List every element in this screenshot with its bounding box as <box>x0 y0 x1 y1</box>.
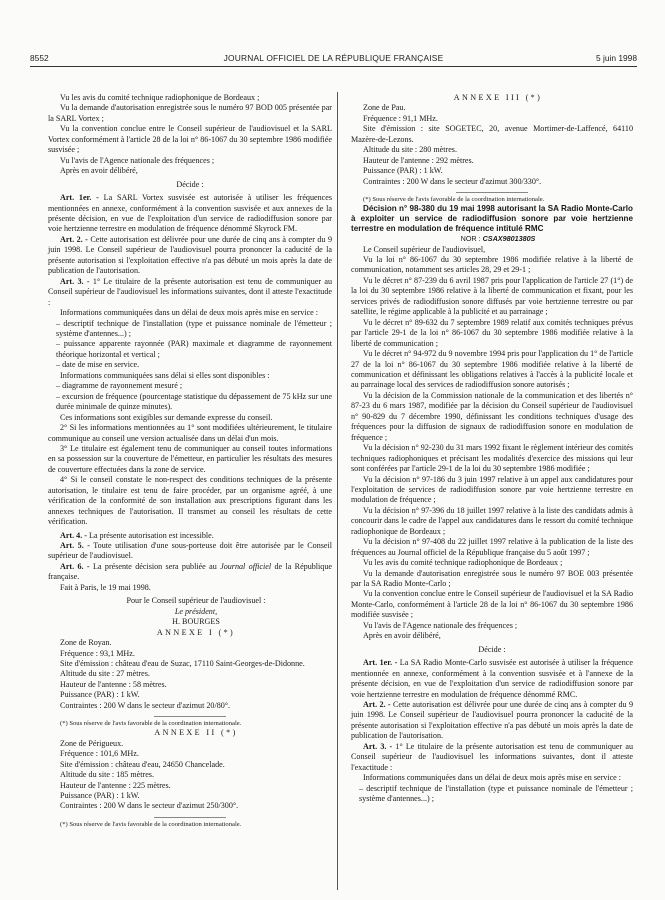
list-item: – diagramme de rayonnement mesuré ; <box>56 381 183 391</box>
issue-date: 5 juin 1998 <box>596 53 637 63</box>
list-item: – descriptif technique de l'installation (type et puissance nominale de l'émetteur ; système d'antennes...) ; <box>56 318 332 338</box>
article-text: de la République française. <box>48 561 332 582</box>
article-6 <box>48 562 332 583</box>
page-header <box>30 53 637 67</box>
visa-line: Vu la convention conclue entre le Conseil supérieur de l'audiovisuel et la SA Radio Monte-Carlo, conformément à l'article 28 de la loi n° 86-1067 du 30 septembre 1986 modifiée susvisée ; <box>351 589 633 620</box>
article-label: Art. 5. - <box>60 541 90 551</box>
article-1 <box>351 658 633 700</box>
article-2 <box>351 700 633 742</box>
visa-line: Vu la décision n° 97-408 du 22 juillet 1997 relative à la publication de la liste des fréquences au Journal officiel de la République française du 5 août 1997 ; <box>351 537 633 557</box>
header-rule <box>30 66 637 67</box>
article-text: La SARL Vortex susvisée est autorisée à utiliser les fréquences mentionnées en annexe, conformément à la convention susvisée et aux annexes de la présente décision, en vue de l'exploitation d'un service de radiodiffusion sonore par voie hertzienne terrestre en modulation de fréquence dénommé Skyrock FM. <box>48 193 332 234</box>
decision-title: Décision n° 98-380 du 19 mai 1998 autorisant la SA Radio Monte-Carlo à exploiter un service de radiodiffusion sonore par voie hertzienne terrestre en modulation de fréquence intitulé RMC <box>351 204 633 234</box>
nor-reference <box>351 234 633 244</box>
annex-line: Zone de Périgueux. <box>60 738 124 748</box>
left-column <box>48 93 332 829</box>
paragraph: Informations communiquées dans un délai de deux mois après mise en service : <box>60 308 319 318</box>
article-4 <box>48 531 332 541</box>
annex-line: Altitude du site : 27 mètres. <box>60 669 150 679</box>
visa-line: Après en avoir délibéré, <box>363 631 441 641</box>
paragraph: 4° Si le conseil constate le non-respect des conditions techniques de la présente autorisation, le titulaire est tenu de faire procéder, par un organisme agréé, à une vérification de la conformité de son installation aux prescriptions figurant dans les annexes techniques de l'autorisation. Il transmet au conseil les résultats de cette vérification. <box>48 475 332 527</box>
decide-heading: Décide : <box>176 179 204 189</box>
annex-line: Contraintes : 200 W dans le secteur d'azimut 250/300°. <box>60 801 239 811</box>
visa-line: Vu la convention conclue entre le Conseil supérieur de l'audiovisuel et la SARL Vortex conformément à l'article 28 de la loi n° 86-1067 du 30 septembre 1986 modifiée susvisée ; <box>48 124 332 155</box>
list-item: – puissance apparente rayonnée (PAR) maximale et diagramme de rayonnement théorique horizontal et vertical ; <box>56 339 332 359</box>
visa-line: Vu la décision n° 92-230 du 31 mars 1992 fixant le règlement intérieur des comités techniques radiophoniques et précisant les modalités d'exercice des missions qui leur sont conférées par l'article 29-1 de la loi du 30 septembre 1986 modifiée ; <box>351 443 633 474</box>
annex-line: Hauteur de l'antenne : 58 mètres. <box>60 679 167 689</box>
article-1 <box>48 193 332 235</box>
paragraph: 2° Si les informations mentionnées au 1° sont modifiées ultérieurement, le titulaire communique au conseil une version actualisée dans un délai d'un mois. <box>48 423 332 443</box>
article-text: La SA Radio Monte-Carlo susvisée est autorisée à utiliser la fréquence mentionnée en annexe, conformément à la convention susvisée et à l'annexe de la présente décision, en vue de l'exploitation d'un service de radiodiffusion sonore par voie hertzienne terrestre en modulation de fréquence dénommé RMC. <box>351 658 633 699</box>
journal-title: JOURNAL OFFICIEL DE LA RÉPUBLIQUE FRANÇAISE <box>223 53 444 63</box>
visa-line: Vu la décision n° 97-396 du 18 juillet 1997 relative à la liste des candidats admis à concourir dans le cadre de l'appel aux candidatures dans le ressort du comité technique radiophonique de Bordeaux ; <box>351 505 633 536</box>
annex-line: Zone de Royan. <box>60 638 112 648</box>
visa-line: Vu la loi n° 86-1067 du 30 septembre 1986 modifiée relative à la liberté de communication, notamment ses articles 28, 29 et 29-1 ; <box>351 254 633 275</box>
article-label: Art. 2. - <box>60 234 88 244</box>
article-label: Art. 3. - <box>363 741 393 751</box>
annex-title: ANNEXE I (*) <box>156 627 236 637</box>
list-item: – date de mise en service. <box>56 360 140 370</box>
article-5 <box>48 541 332 562</box>
annex-line: Site d'émission : site SOGETEC, 20, avenue Mortimer-de-Laffencé, 64110 Mazère-de-Lezons. <box>351 124 633 144</box>
note-separator <box>154 716 226 717</box>
annex-line: Puissance (PAR) : 1 kW. <box>60 791 140 800</box>
annex-line: Fréquence : 91,1 MHz. <box>363 113 438 123</box>
signatory-title: Le président, <box>174 606 218 616</box>
article-text: Cette autorisation est délivrée pour une durée de cinq ans à compter du 9 juin 1998. Le Conseil supérieur de l'audiovisuel pourra prononcer la caducité de la présente autorisation si l'exploitation effective n'a pas débuté un mois après la date de publication de l'autorisation. <box>351 700 633 741</box>
visa-line: Vu l'avis de l'Agence nationale des fréquences ; <box>60 155 215 165</box>
article-2 <box>48 235 332 277</box>
annex-line: Altitude du site : 280 mètres. <box>363 145 457 155</box>
note-separator <box>456 192 528 193</box>
signature-block: Pour le Conseil supérieur de l'audiovisuel : <box>126 596 266 606</box>
annex-line: Site d'émission : château d'eau, 24650 Chancelade. <box>60 759 225 769</box>
annex-line: Puissance (PAR) : 1 kW. <box>60 690 140 700</box>
article-label: Art. 1er. - <box>363 658 398 668</box>
intro-line: Le Conseil supérieur de l'audiovisuel, <box>363 244 486 254</box>
list-item: – excursion de fréquence (pourcentage statistique du dépassement de 75 kHz sur une durée minimale de quinze minutes). <box>56 391 332 412</box>
visa-line: Vu l'avis de l'Agence nationale des fréquences ; <box>363 620 518 630</box>
page-number: 8552 <box>30 53 49 63</box>
visa-line: Vu le décret n° 87-239 du 6 avril 1987 pris pour l'application de l'article 27 (1°) de la loi du 30 septembre 1986 relative à la liberté de communication et fixant, pour les services privés de radiodiffusion sonore diffusés par voie hertzienne terrestre ou par satellite, le régime applicable à la publicité et au parrainage ; <box>351 275 633 317</box>
footnote: (*) Sous réserve de l'avis favorable de la coordination internationale. <box>60 720 242 728</box>
paragraph: Informations communiquées sans délai si elles sont disponibles : <box>60 370 270 380</box>
annex-line: Hauteur de l'antenne : 292 mètres. <box>363 155 474 165</box>
article-text: Cette autorisation est délivrée pour une durée de cinq ans à compter du 9 juin 1998. Le Conseil supérieur de l'audiovisuel pourra prononcer la caducité de la présente autorisation si l'exploitation effective n'a pas débuté un mois après la date de publication de l'autorisation. <box>48 234 332 276</box>
column-divider <box>337 92 338 890</box>
annex-line: Contraintes : 200 W dans le secteur d'azimut 300/330°. <box>363 176 542 186</box>
journal-name: Journal officiel <box>220 561 272 571</box>
visa-line: Vu la décision n° 97-186 du 3 juin 1997 relative à un appel aux candidatures pour l'exploitation de services de radiodiffusion sonore par voie hertzienne terrestre en modulation de fréquence ; <box>351 474 633 505</box>
article-label: Art. 4. - <box>60 530 87 540</box>
signatory-name: H. BOURGES <box>172 617 220 627</box>
article-label: Art. 2. - <box>363 700 391 710</box>
visa-line: Vu la décision de la Commission nationale de la communication et des libertés n° 87-23 du 6 mars 1987, modifiée par la décision du Conseil supérieur de l'audiovisuel n° 90-829 du 7 décembre 1990, définissant les conditions techniques d'usage des fréquences pour la diffusion de signaux de radiodiffusion sonore en modulation de fréquence ; <box>351 390 633 442</box>
footnote: (*) Sous réserve de l'avis favorable de la coordination internationale. <box>363 196 545 204</box>
article-text: 1° Le titulaire de la présente autorisation est tenu de communiquer au Conseil supérieur de l'audiovisuel les informations suivantes, dont il atteste l'exactitude : <box>48 276 332 307</box>
visa-line: Après en avoir délibéré, <box>60 166 138 176</box>
annex-line: Puissance (PAR) : 1 kW. <box>363 166 443 176</box>
article-text: 1° Le titulaire de la présente autorisation est tenu de communiquer au Conseil supérieur de l'audiovisuel les informations suivantes, dont il atteste l'exactitude : <box>351 741 633 772</box>
annex-line: Altitude du site : 185 mètres. <box>60 770 154 780</box>
annex-title: ANNEXE II (*) <box>154 728 238 738</box>
list-item: – descriptif technique de l'installation (type et puissance nominale de l'émetteur ; système d'antennes...) ; <box>359 783 633 804</box>
annex-line: Fréquence : 93,1 MHz. <box>60 648 135 658</box>
note-separator <box>154 817 226 818</box>
nor-label: NOR : <box>460 234 481 244</box>
visa-line: Vu la demande d'autorisation enregistrée sous le numéro 97 BOD 005 présentée par la SARL Vortex ; <box>48 103 332 123</box>
annex-line: Fréquence : 101,6 MHz. <box>60 749 139 759</box>
visa-line: Vu les avis du comité technique radiophonique de Bordeaux ; <box>60 93 260 102</box>
article-label: Art. 1er. - <box>60 193 99 203</box>
visa-line: Vu la demande d'autorisation enregistrée sous le numéro 97 BOE 003 présentée par la SA Radio Monte-Carlo ; <box>351 568 633 589</box>
visa-line: Vu le décret n° 94-972 du 9 novembre 1994 pris pour l'application du 1° de l'article 27 de la loi n° 86-1067 du 30 septembre 1986 modifiée relative à la liberté de communication et définissant les obligations relatives à l'accès à la publicité locale et au parrainage local des services de radiodiffusion sonore autorisés ; <box>351 349 633 390</box>
article-text: La présente décision sera publiée au <box>93 561 217 571</box>
article-text: La présente autorisation est incessible. <box>89 530 214 540</box>
footnote: (*) Sous réserve de l'avis favorable de la coordination internationale. <box>60 820 242 828</box>
article-text: Toute utilisation d'une sous-porteuse doit être autorisée par le Conseil supérieur de l'audiovisuel. <box>48 541 332 561</box>
article-3 <box>351 742 633 773</box>
annex-title: ANNEXE III (*) <box>453 93 543 102</box>
visa-line: Vu le décret n° 89-632 du 7 septembre 1989 relatif aux comités techniques prévus par l'article 29-1 de la loi n° 86-1067 du 30 septembre 1986 modifiée relative à la liberté de communication ; <box>351 317 633 348</box>
right-column <box>351 93 633 805</box>
article-3 <box>48 277 332 308</box>
fait-line: Fait à Paris, le 19 mai 1998. <box>60 582 151 592</box>
article-label: Art. 6. - <box>60 561 90 571</box>
visa-line: Vu les avis du comité technique radiophonique de Bordeaux ; <box>363 558 563 568</box>
paragraph: Ces informations sont exigibles sur demande expresse du conseil. <box>60 412 273 422</box>
decide-heading: Décide : <box>478 644 506 654</box>
annex-line: Zone de Pau. <box>363 103 406 113</box>
annex-line: Site d'émission : château d'eau de Suzac, 17110 Saint-Georges-de-Didonne. <box>60 659 305 669</box>
article-label: Art. 3. - <box>60 276 90 286</box>
paragraph: 3° Le titulaire est également tenu de communiquer au conseil toutes informations en sa possession sur la couverture de l'émetteur, en particulier les résultats des mesures de couverture effectuées dans la zone de service. <box>48 443 332 474</box>
annex-line: Contraintes : 200 W dans le secteur d'azimut 20/80°. <box>60 700 231 710</box>
paragraph: Informations communiquées dans un délai de deux mois après mise en service : <box>363 773 622 783</box>
annex-line: Hauteur de l'antenne : 225 mètres. <box>60 780 171 790</box>
nor-code: CSAX9801380S <box>482 234 536 244</box>
